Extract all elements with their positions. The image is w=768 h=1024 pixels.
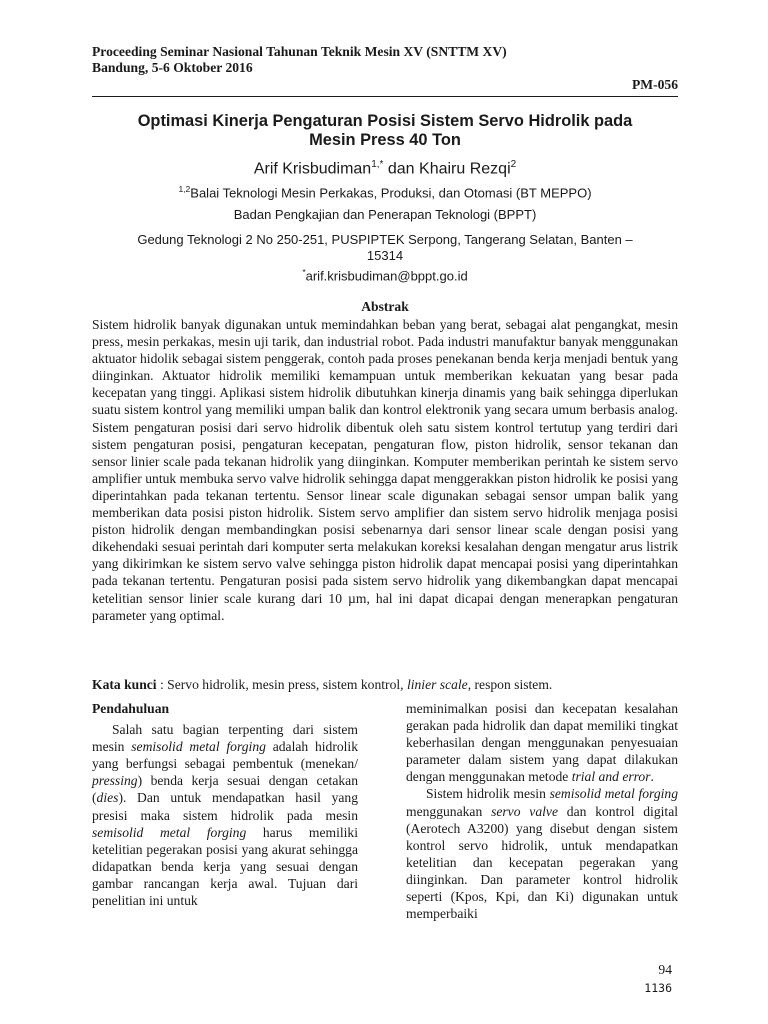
- intro-text: adalah hidrolik yang berfungsi sebagai pembentuk (menekan/: [92, 739, 358, 772]
- intro-italic-term: dies: [96, 790, 119, 806]
- author-1: Arif Krisbudiman: [253, 160, 372, 178]
- keywords-list-end: , respon sistem.: [467, 677, 553, 692]
- keywords-label: Kata kunci: [92, 677, 157, 692]
- intro-text: dan kontrol digital (Aerotech A3200) yang disebut dengan sistem kontrol servo hidrolik, untuk mendapatkan ketelitian dan kecepatan pegerakan yang diinginkan. Dan parameter kontrol hidrolik seperti (Kpos, Kpi, dan Ki) digunakan untuk memperbaiki: [406, 803, 678, 922]
- affiliation-1-text: Balai Teknologi Mesin Perkakas, Produksi, dan Otomasi (BT MEPPO): [190, 185, 592, 201]
- abstract-heading: Abstrak: [361, 299, 409, 314]
- intro-text: Sistem hidrolik mesin: [426, 786, 550, 802]
- keywords-list-start: Servo hidrolik, mesin press, sistem kontrol,: [167, 677, 407, 692]
- keywords-italic-item: linier scale: [406, 677, 468, 692]
- intro-italic-term: servo valve: [491, 803, 558, 819]
- intro-italic-term: semisolid metal forging: [131, 739, 266, 755]
- email-address: arif.krisbudiman@bppt.go.id: [305, 268, 468, 284]
- keywords-separator: :: [156, 677, 168, 692]
- proceeding-location-date: Bandung, 5-6 Oktober 2016: [92, 60, 253, 75]
- author-2-affiliation-mark: 2: [510, 159, 517, 170]
- author-2: Khairu Rezqi: [419, 160, 511, 178]
- intro-text: harus memiliki ketelitian pegerakan posisi yang akurat sehingga didapatkan benda kerja yang sesuai dengan gambar rancangan kerja awal. Tujuan dari penelitian ini untuk: [92, 824, 358, 909]
- affiliation-address: [92, 232, 678, 263]
- affiliation-2: Badan Pengkajian dan Penerapan Teknologi (BPPT): [233, 207, 537, 222]
- intro-text: .: [650, 769, 654, 785]
- left-column: [92, 700, 358, 909]
- proceeding-header: [92, 44, 678, 76]
- affiliation-1: [92, 182, 678, 201]
- intro-paragraph-1: [92, 721, 358, 909]
- intro-paragraph-2: [406, 785, 678, 922]
- intro-text: Salah satu bagian terpenting dari sistem mesin: [92, 722, 358, 755]
- right-column: [406, 700, 678, 922]
- affiliation-1-mark: 1,2: [178, 184, 191, 194]
- intro-text: menggunakan: [406, 803, 492, 819]
- author-list: [92, 155, 678, 179]
- intro-italic-term: semisolid metal forging: [92, 824, 247, 840]
- paper-code: PM-056: [631, 77, 678, 92]
- author-1-affiliation-mark: 1,*: [371, 159, 384, 170]
- intro-italic-term: trial and error: [571, 769, 651, 785]
- intro-paragraph-1-continued: [406, 700, 678, 785]
- keywords: [92, 676, 678, 693]
- intro-italic-term: pressing: [92, 773, 138, 789]
- address-line-2: 15314: [366, 247, 404, 263]
- title-line-1: Optimasi Kinerja Pengaturan Posisi Sistem Servo Hidrolik pada: [137, 112, 633, 130]
- sequence-number: 1136: [644, 981, 672, 995]
- corresponding-email: [92, 265, 678, 284]
- email-mark: *: [302, 267, 306, 277]
- intro-text: ) benda kerja sesuai dengan cetakan (: [92, 773, 358, 806]
- paper-title: [92, 112, 678, 150]
- address-line-1: Gedung Teknologi 2 No 250-251, PUSPIPTEK Serpong, Tangerang Selatan, Banten –: [137, 232, 633, 247]
- title-line-2: Mesin Press 40 Ton: [309, 131, 461, 149]
- intro-text: meminimalkan posisi dan kecepatan kesalahan gerakan pada hidrolik dan dapat memiliki tingkat keberhasilan dengan menggunakan penyesuaian parameter dalam sistem yang dapat dilakukan dengan menggunakan metode: [406, 701, 678, 785]
- intro-italic-term: semisolid metal forging: [549, 786, 678, 802]
- section-heading-introduction: Pendahuluan: [92, 701, 170, 716]
- proceeding-name: Proceeding Seminar Nasional Tahunan Teknik Mesin XV (SNTTM XV): [92, 44, 507, 59]
- intro-text: ). Dan untuk mendapatkan hasil yang presisi maka sistem hidrolik pada mesin: [92, 790, 358, 823]
- page-number: 94: [658, 962, 672, 977]
- header-divider: [92, 96, 678, 97]
- abstract-body: Sistem hidrolik banyak digunakan untuk memindahkan beban yang berat, sebagai alat pengangkat, mesin press, mesin perkakas, mesin uji tarik, dan industrial robot. Pada industri manufaktur banyak menggunakan aktuator hidolik sebagai sistem penggerak, contoh pada proses penekanan benda kerja menjadi bentuk yang diinginkan. Aktuator hidrolik memiliki kemampuan untuk memberikan kekuatan yang besar pada kecepatan yang tinggi. Aplikasi sistem hidrolik dibutuhkan kinerja dinamis yang baik sehingga diperlukan suatu sistem kontrol yang memiliki umpan balik dan kontrol elektronik yang secara umum berbasis analog. Sistem pengaturan posisi dari servo hidrolik dibentuk oleh satu sistem kontrol tertutup yang terdiri dari sistem pengaturan posisi, pengaturan kecepatan, pengaturan flow, piston hidrolik, sensor tekanan dan sensor linier scale pada tekanan hidrolik yang diinginkan. Komputer memberikan perintah ke sistem servo amplifier untuk membuka servo valve hidrolik sehingga dapat menggerakkan piston hidrolik ke posisi yang diperintahkan pada tekanan tertentu. Sensor linear scale digunakan sebagai sensor umpan balik yang memberikan data posisi piston hidrolik. Sistem servo amplifier dan sistem servo hidrolik menjaga posisi piston hidrolik dengan membandingkan posisi sebenarnya dari sensor linear scale dengan posisi yang dikehendaki sesuai perintah dari komputer serta melakukan koreksi kesalahan dengan mengatur arus listrik yang dikirimkan ke sistem servo valve sehingga piston hidrolik dapat mencapai posisi yang diperintahkan pada tekanan tertentu. Pengaturan posisi pada sistem servo hidrolik yang dikembangkan dapat mencapai ketelitian sensor linier scale kurang dari 10 µm, hal ini dapat dicapai dengan menerapkan pengaturan parameter yang optimal.: [92, 317, 678, 623]
- author-separator: dan: [383, 160, 420, 178]
